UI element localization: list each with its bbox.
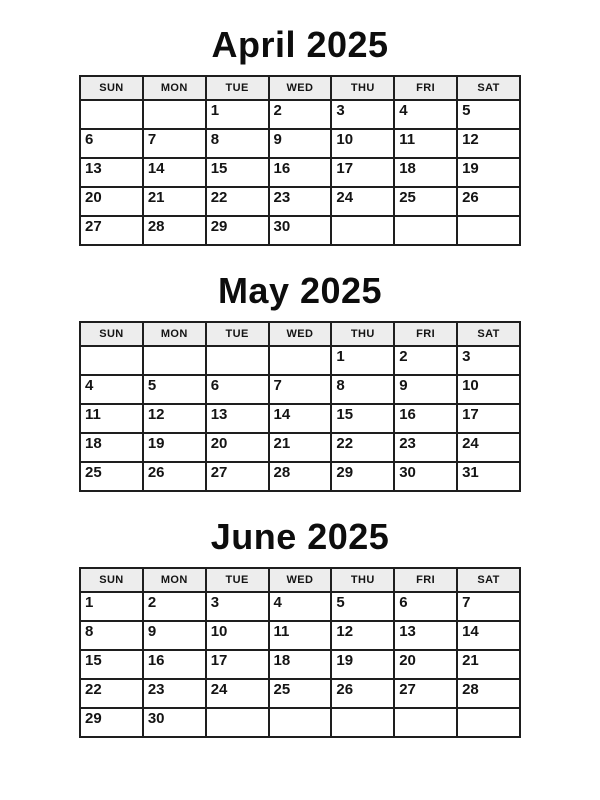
day-cell: 25 — [394, 187, 457, 216]
day-cell: 6 — [80, 129, 143, 158]
weekday-label: WED — [269, 568, 332, 592]
day-cell: 16 — [143, 650, 206, 679]
weekday-header-row — [80, 76, 520, 100]
day-cell: 25 — [269, 679, 332, 708]
day-cell: 12 — [143, 404, 206, 433]
day-cell: 6 — [394, 592, 457, 621]
weekday-label: SAT — [457, 568, 520, 592]
month-section — [0, 270, 600, 492]
day-cell: 17 — [206, 650, 269, 679]
day-cell: 1 — [80, 592, 143, 621]
week-row — [80, 650, 520, 679]
day-cell: 2 — [143, 592, 206, 621]
weekday-label: MON — [143, 322, 206, 346]
day-cell: 13 — [80, 158, 143, 187]
day-cell: 8 — [331, 375, 394, 404]
day-cell: 14 — [143, 158, 206, 187]
day-cell: 15 — [80, 650, 143, 679]
month-grid — [80, 592, 520, 737]
weekday-label: THU — [331, 568, 394, 592]
weekday-label: TUE — [206, 76, 269, 100]
weekday-label: SUN — [80, 568, 143, 592]
day-cell: 15 — [206, 158, 269, 187]
day-cell: 23 — [143, 679, 206, 708]
weekday-label: SUN — [80, 76, 143, 100]
day-cell: 11 — [80, 404, 143, 433]
week-row — [80, 404, 520, 433]
day-cell: 18 — [80, 433, 143, 462]
day-cell: 27 — [206, 462, 269, 491]
empty-day-cell — [457, 708, 520, 737]
day-cell: 10 — [331, 129, 394, 158]
day-cell: 10 — [457, 375, 520, 404]
day-cell: 11 — [394, 129, 457, 158]
day-cell: 11 — [269, 621, 332, 650]
month-title: May 2025 — [217, 270, 383, 311]
weekday-header — [80, 322, 520, 346]
day-cell: 22 — [206, 187, 269, 216]
day-cell: 27 — [80, 216, 143, 245]
day-cell: 18 — [394, 158, 457, 187]
day-cell: 7 — [269, 375, 332, 404]
empty-day-cell — [457, 216, 520, 245]
weekday-label: MON — [143, 76, 206, 100]
empty-day-cell — [143, 100, 206, 129]
month-table — [79, 321, 521, 492]
day-cell: 17 — [457, 404, 520, 433]
day-cell: 15 — [331, 404, 394, 433]
day-cell: 26 — [457, 187, 520, 216]
calendar-page — [0, 24, 600, 738]
weekday-header-row — [80, 568, 520, 592]
empty-day-cell — [143, 346, 206, 375]
weekday-header — [80, 568, 520, 592]
day-cell: 7 — [143, 129, 206, 158]
weekday-label: TUE — [206, 568, 269, 592]
day-cell: 21 — [143, 187, 206, 216]
weekday-label: SAT — [457, 76, 520, 100]
weekday-label: FRI — [394, 568, 457, 592]
empty-day-cell — [394, 708, 457, 737]
day-cell: 30 — [394, 462, 457, 491]
weekday-label: FRI — [394, 322, 457, 346]
empty-day-cell — [331, 216, 394, 245]
month-grid — [80, 346, 520, 491]
day-cell: 18 — [269, 650, 332, 679]
day-cell: 30 — [143, 708, 206, 737]
day-cell: 26 — [331, 679, 394, 708]
month-table — [79, 567, 521, 738]
day-cell: 2 — [394, 346, 457, 375]
day-cell: 12 — [457, 129, 520, 158]
weekday-label: SAT — [457, 322, 520, 346]
day-cell: 27 — [394, 679, 457, 708]
day-cell: 16 — [269, 158, 332, 187]
day-cell: 10 — [206, 621, 269, 650]
empty-day-cell — [206, 346, 269, 375]
day-cell: 12 — [331, 621, 394, 650]
day-cell: 30 — [269, 216, 332, 245]
day-cell: 3 — [331, 100, 394, 129]
day-cell: 5 — [331, 592, 394, 621]
day-cell: 22 — [80, 679, 143, 708]
empty-day-cell — [269, 708, 332, 737]
day-cell: 20 — [394, 650, 457, 679]
day-cell: 9 — [269, 129, 332, 158]
month-title: April 2025 — [211, 24, 389, 65]
day-cell: 14 — [269, 404, 332, 433]
empty-day-cell — [80, 346, 143, 375]
week-row — [80, 216, 520, 245]
day-cell: 14 — [457, 621, 520, 650]
day-cell: 28 — [457, 679, 520, 708]
weekday-label: TUE — [206, 322, 269, 346]
day-cell: 8 — [80, 621, 143, 650]
day-cell: 16 — [394, 404, 457, 433]
week-row — [80, 100, 520, 129]
day-cell: 1 — [331, 346, 394, 375]
month-title: June 2025 — [210, 516, 390, 557]
day-cell: 26 — [143, 462, 206, 491]
day-cell: 2 — [269, 100, 332, 129]
week-row — [80, 708, 520, 737]
day-cell: 20 — [80, 187, 143, 216]
week-row — [80, 158, 520, 187]
week-row — [80, 129, 520, 158]
day-cell: 28 — [143, 216, 206, 245]
day-cell: 21 — [457, 650, 520, 679]
empty-day-cell — [269, 346, 332, 375]
empty-day-cell — [206, 708, 269, 737]
week-row — [80, 592, 520, 621]
day-cell: 19 — [457, 158, 520, 187]
week-row — [80, 621, 520, 650]
day-cell: 9 — [394, 375, 457, 404]
week-row — [80, 433, 520, 462]
month-section — [0, 24, 600, 246]
day-cell: 24 — [206, 679, 269, 708]
day-cell: 21 — [269, 433, 332, 462]
day-cell: 24 — [457, 433, 520, 462]
day-cell: 28 — [269, 462, 332, 491]
day-cell: 3 — [457, 346, 520, 375]
weekday-header — [80, 76, 520, 100]
weekday-label: WED — [269, 322, 332, 346]
day-cell: 19 — [143, 433, 206, 462]
weekday-label: MON — [143, 568, 206, 592]
weekday-label: THU — [331, 76, 394, 100]
day-cell: 4 — [394, 100, 457, 129]
day-cell: 4 — [269, 592, 332, 621]
day-cell: 13 — [394, 621, 457, 650]
day-cell: 3 — [206, 592, 269, 621]
day-cell: 19 — [331, 650, 394, 679]
empty-day-cell — [394, 216, 457, 245]
month-section — [0, 516, 600, 738]
day-cell: 5 — [457, 100, 520, 129]
weekday-label: THU — [331, 322, 394, 346]
week-row — [80, 375, 520, 404]
day-cell: 4 — [80, 375, 143, 404]
day-cell: 31 — [457, 462, 520, 491]
day-cell: 5 — [143, 375, 206, 404]
day-cell: 1 — [206, 100, 269, 129]
day-cell: 9 — [143, 621, 206, 650]
empty-day-cell — [331, 708, 394, 737]
day-cell: 23 — [394, 433, 457, 462]
weekday-label: WED — [269, 76, 332, 100]
day-cell: 24 — [331, 187, 394, 216]
day-cell: 25 — [80, 462, 143, 491]
month-grid — [80, 100, 520, 245]
day-cell: 22 — [331, 433, 394, 462]
month-table — [79, 75, 521, 246]
day-cell: 6 — [206, 375, 269, 404]
weekday-label: SUN — [80, 322, 143, 346]
empty-day-cell — [80, 100, 143, 129]
day-cell: 29 — [331, 462, 394, 491]
weekday-label: FRI — [394, 76, 457, 100]
day-cell: 29 — [80, 708, 143, 737]
weekday-header-row — [80, 322, 520, 346]
day-cell: 13 — [206, 404, 269, 433]
day-cell: 7 — [457, 592, 520, 621]
day-cell: 17 — [331, 158, 394, 187]
day-cell: 29 — [206, 216, 269, 245]
day-cell: 23 — [269, 187, 332, 216]
day-cell: 8 — [206, 129, 269, 158]
week-row — [80, 346, 520, 375]
week-row — [80, 462, 520, 491]
week-row — [80, 187, 520, 216]
day-cell: 20 — [206, 433, 269, 462]
week-row — [80, 679, 520, 708]
